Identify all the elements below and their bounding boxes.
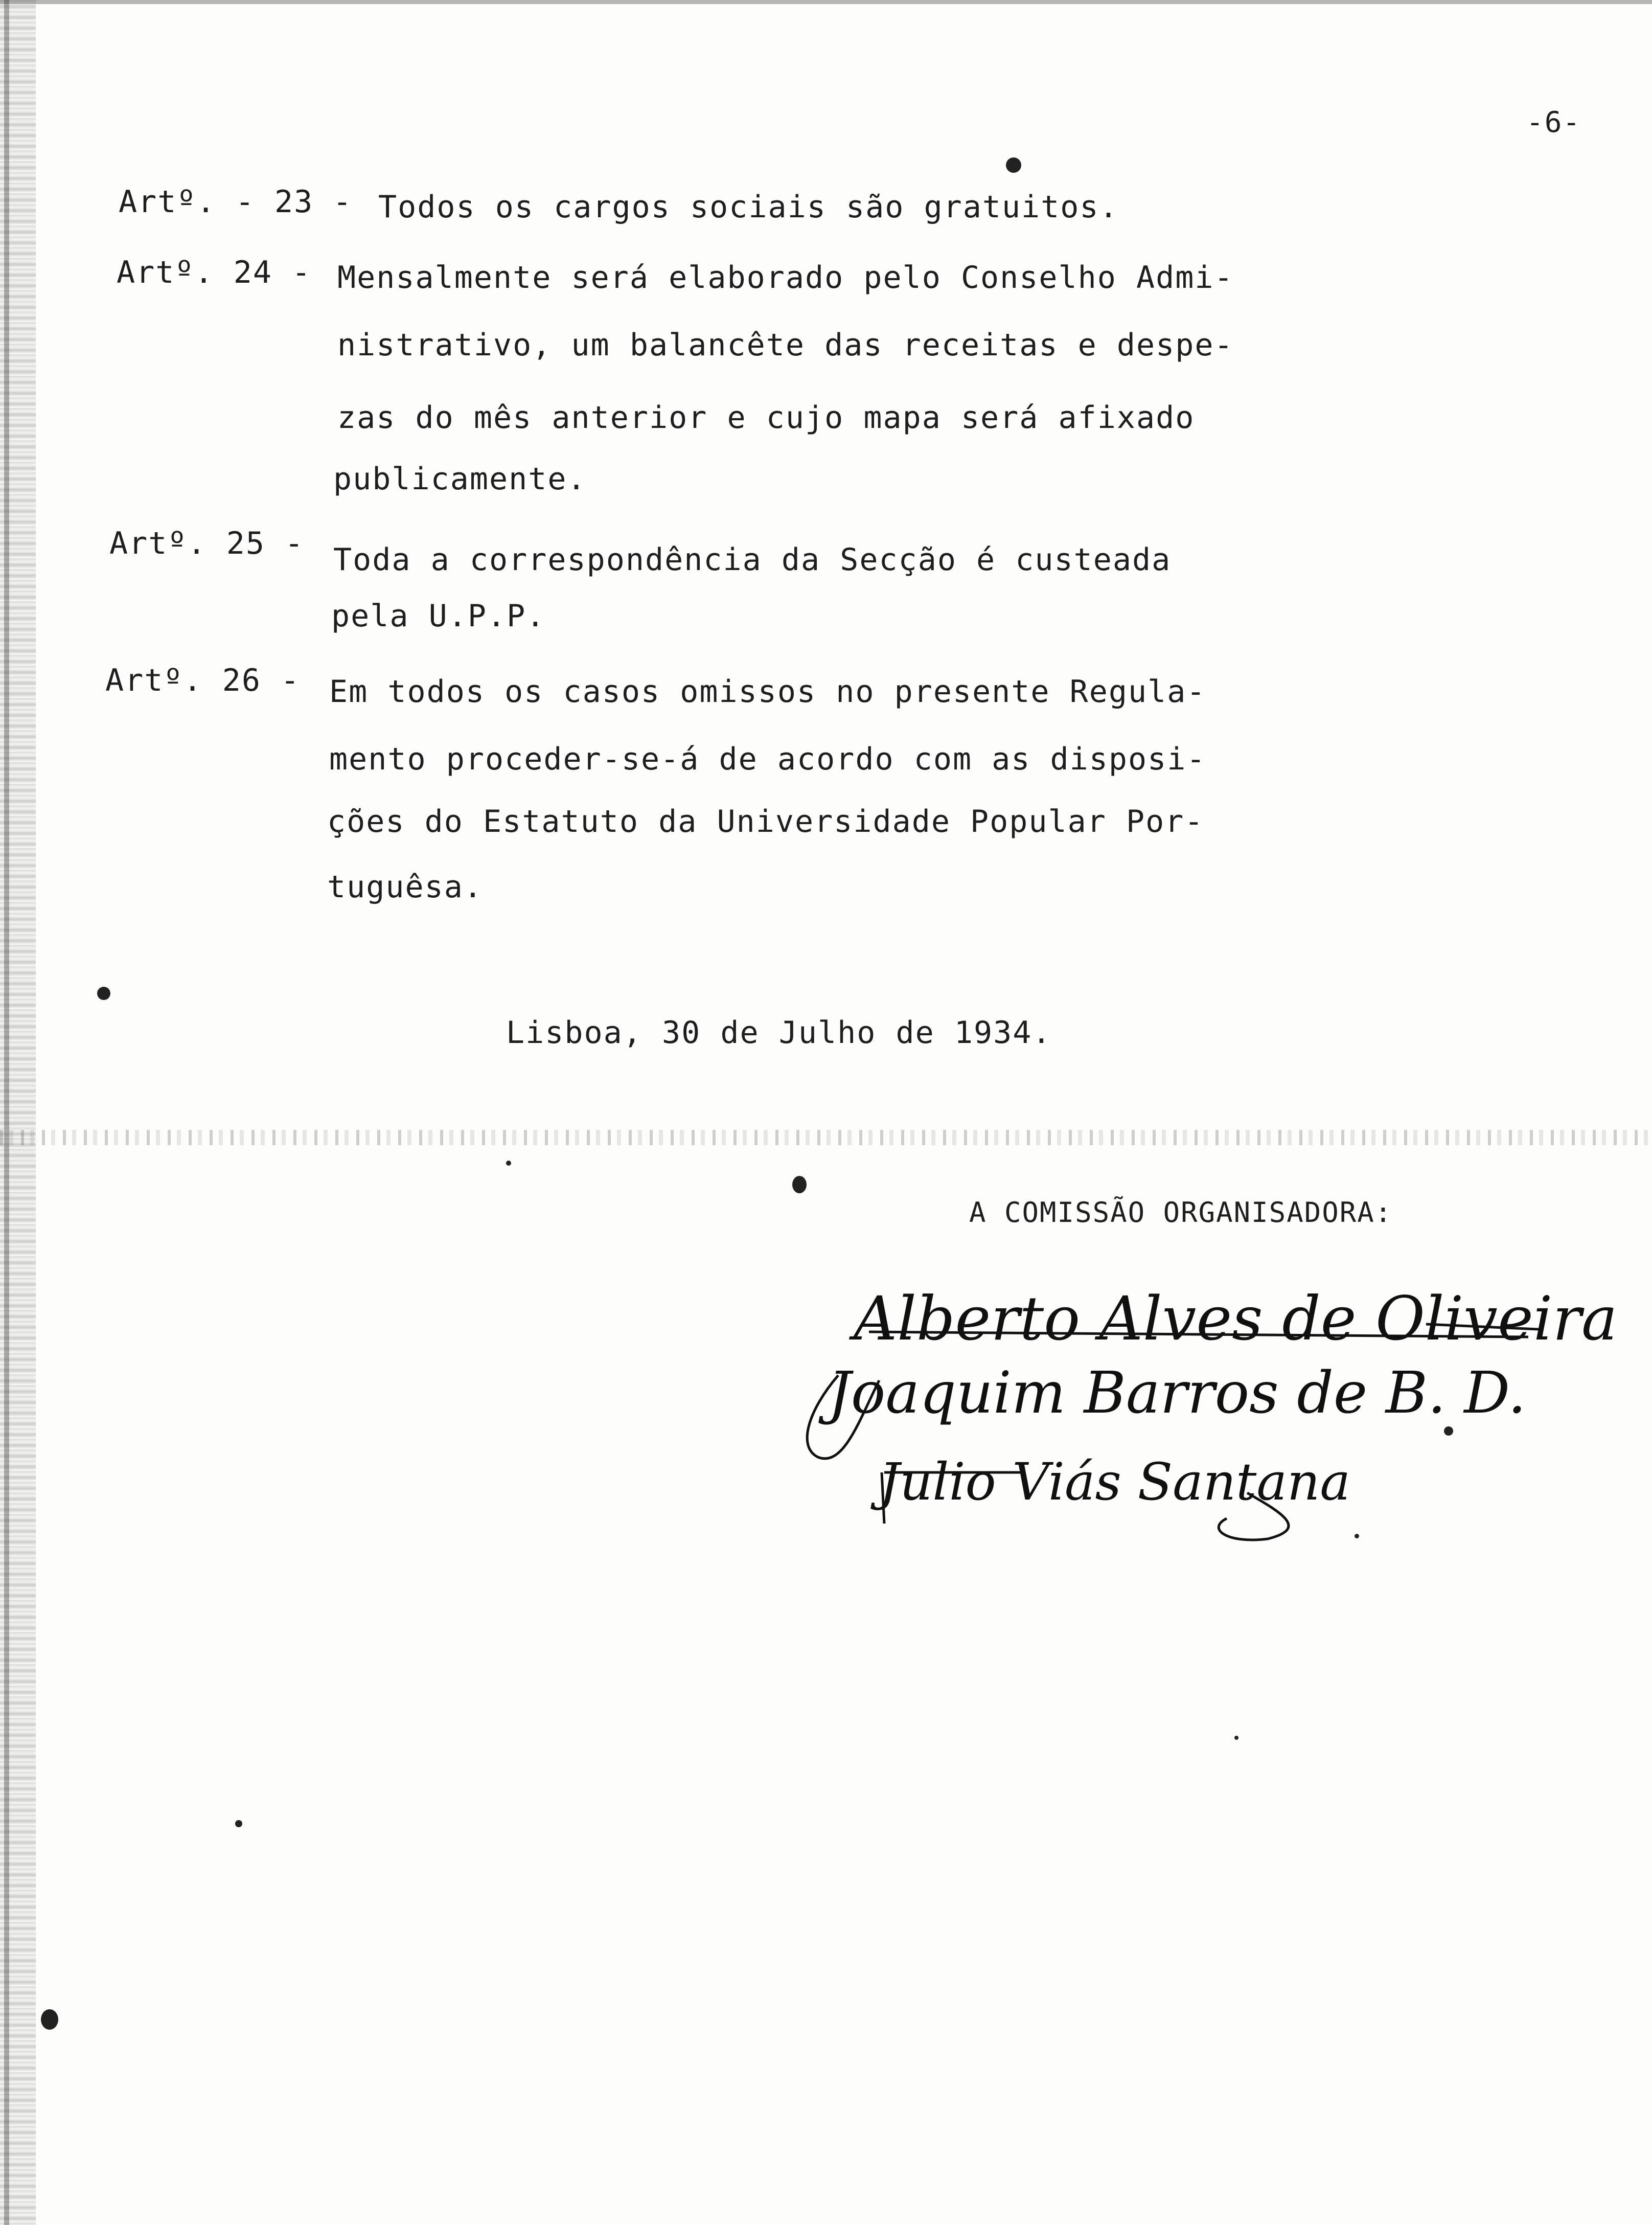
article-text-line: Mensalmente será elaborado pelo Conselho Admi- <box>337 260 1234 296</box>
article-label: Artº. 25 - <box>109 526 305 561</box>
article-text-line: publicamente. <box>333 461 587 497</box>
article-text-line: Em todos os casos omissos no presente Regula- <box>329 674 1206 710</box>
article-label: Artº. 24 - <box>117 255 312 290</box>
signature: Julio Viás Santana <box>879 1452 1350 1512</box>
article-label: Artº. - 23 - <box>119 184 353 220</box>
signatory-heading: A COMISSÃO ORGANISADORA: <box>969 1196 1393 1229</box>
article-text-line: pela U.P.P. <box>331 598 546 634</box>
article-text-line: nistrativo, um balancête das receitas e despe- <box>337 327 1234 363</box>
article-text-line: Todos os cargos sociais são gratuitos. <box>378 189 1119 225</box>
article-text-line: zas do mês anterior e cujo mapa será afixado <box>337 400 1195 436</box>
article-text-line: tuguêsa. <box>327 869 483 905</box>
page-number: -6- <box>1526 106 1581 139</box>
article-text-line: Toda a correspondência da Secção é custeada <box>333 542 1172 578</box>
signature: Alberto Alves de Oliveira <box>854 1283 1618 1354</box>
signature: Joaquim Barros de B. D. <box>828 1360 1526 1426</box>
place-and-date: Lisboa, 30 de Julho de 1934. <box>506 1015 1052 1051</box>
article-text-line: ções do Estatuto da Universidade Popular Por- <box>327 804 1204 839</box>
article-text-line: mento proceder-se-á de acordo com as disposi- <box>329 741 1206 777</box>
article-label: Artº. 26 - <box>105 663 301 698</box>
